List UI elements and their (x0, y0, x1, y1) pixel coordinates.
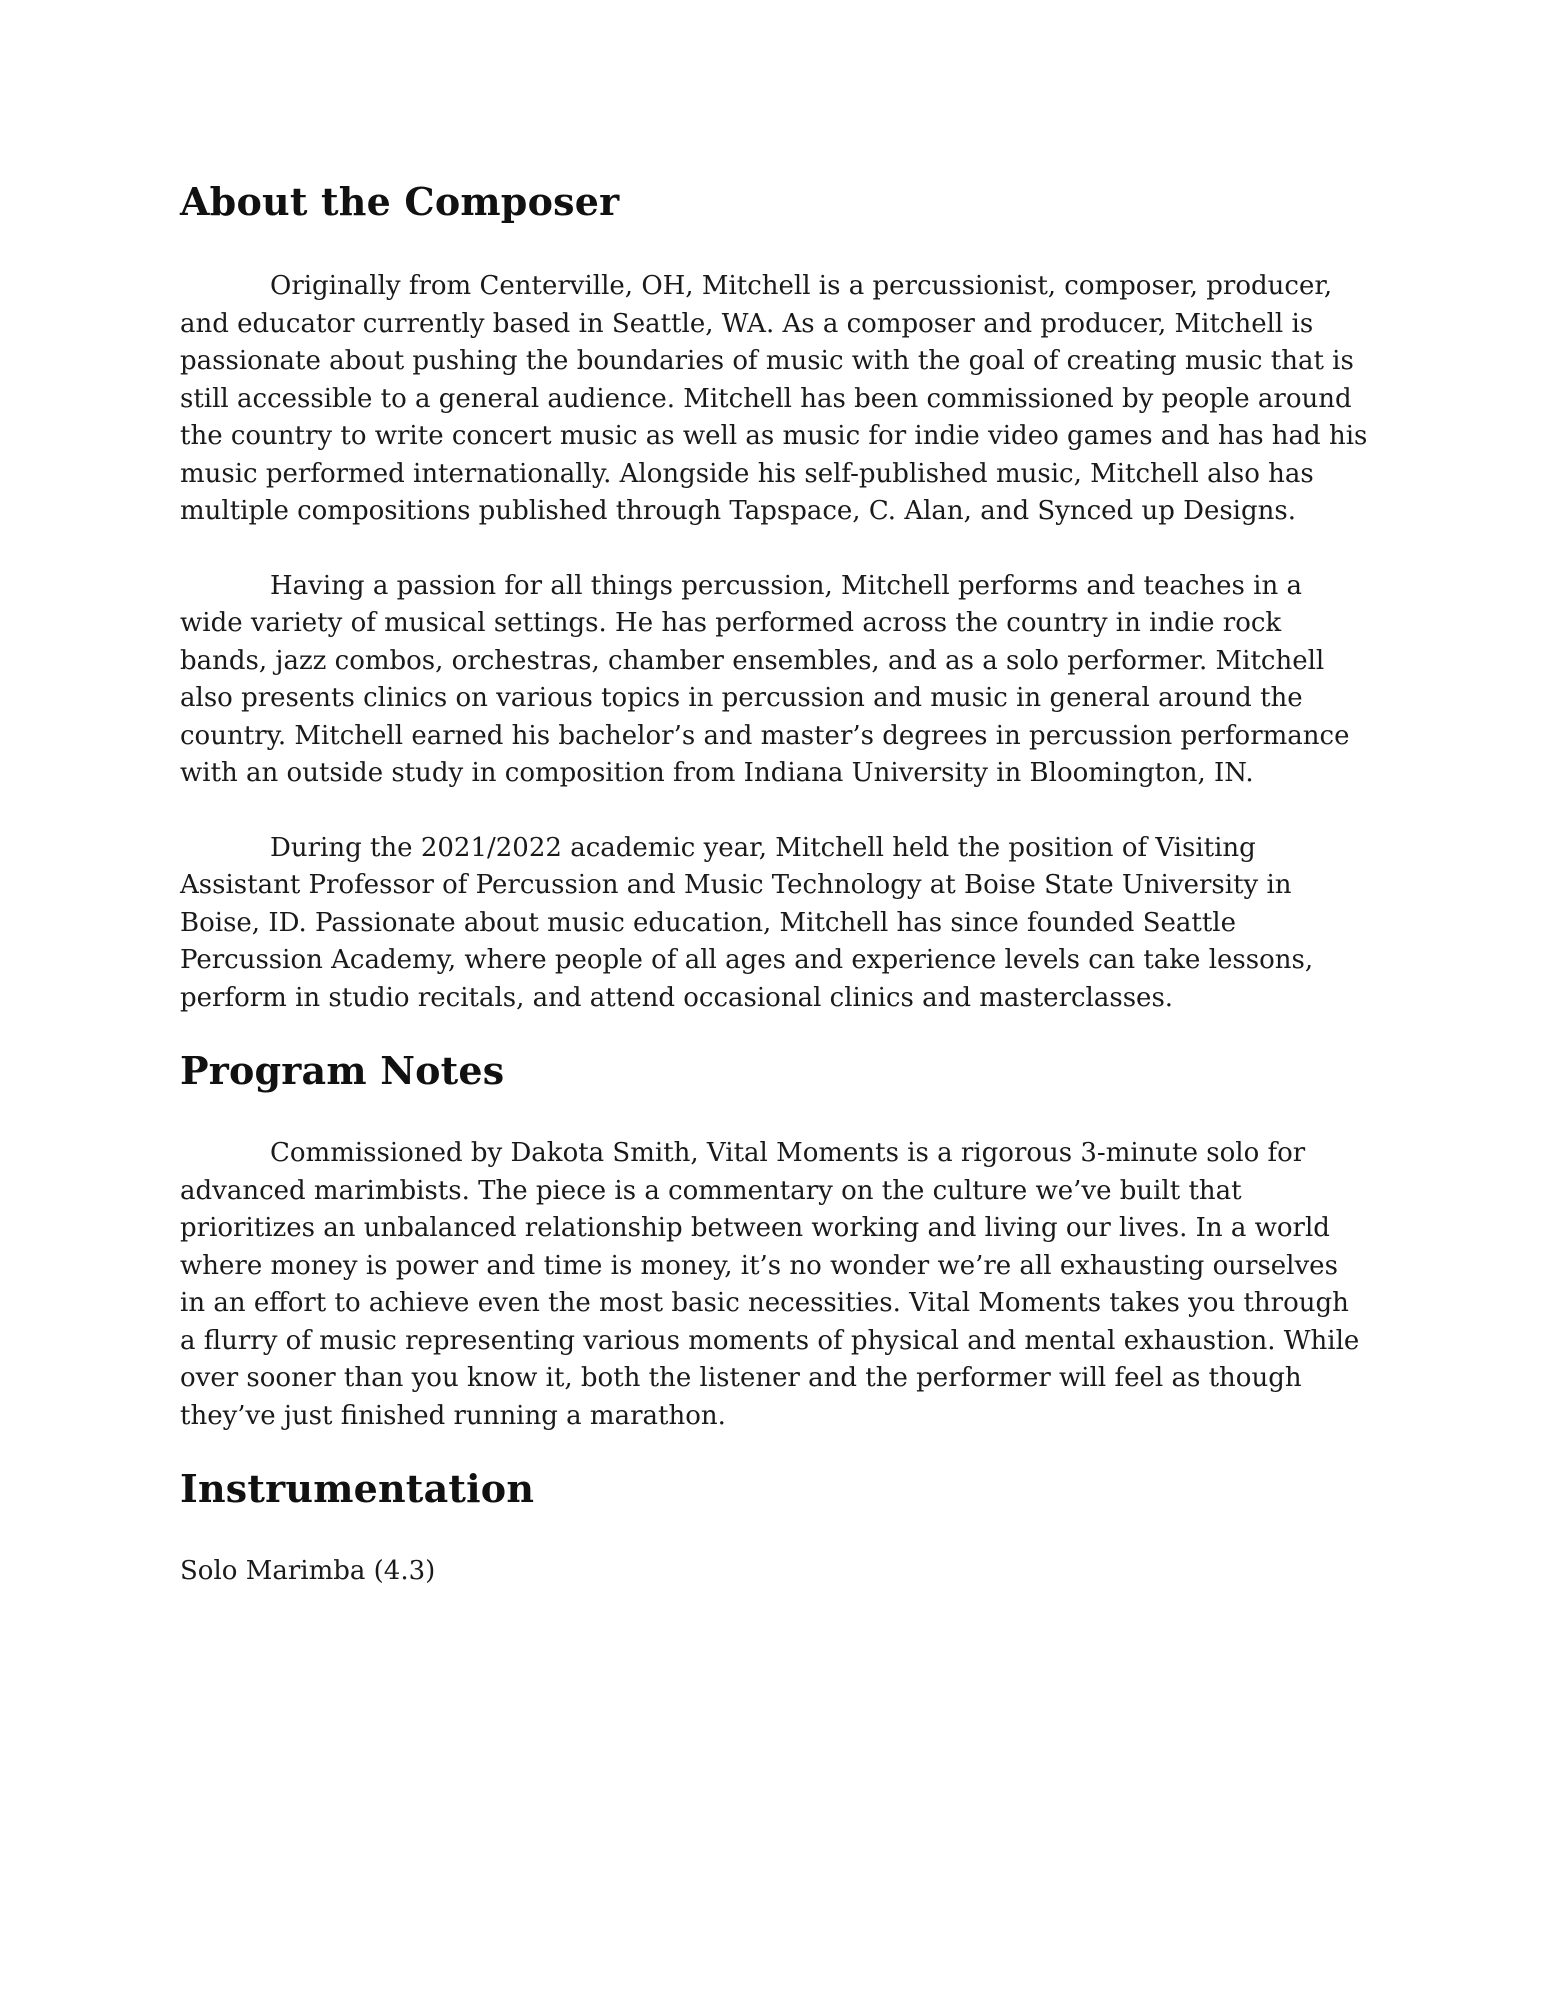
program-notes-heading: Program Notes (180, 1048, 505, 1093)
about-paragraph-3: During the 2021/2022 academic year, Mitchell held the position of Visiting Assistant Professor of Percussion and Music Technology at Boise State University in Boise, ID. Passionate about music education, Mitchell has since founded Seattle Percussion Academy, where people of all ages and experience levels can take lessons, perform in studio recitals, and attend occasional clinics and masterclasses. (180, 832, 1314, 1013)
about-paragraph-2: Having a passion for all things percussion, Mitchell performs and teaches in a wide variety of musical settings. He has performed across the country in indie rock bands, jazz combos, orchestras, chamber ensembles, and as a solo performer. Mitchell also presents clinics on various topics in percussion and music in general around the country. Mitchell earned his bachelor’s and master’s degrees in percussion performance with an outside study in composition from Indiana University in Bloomington, IN. (180, 570, 1350, 788)
document-content (180, 176, 1370, 1591)
instrumentation-heading: Instrumentation (180, 1466, 535, 1511)
instrumentation-text: Solo Marimba (4.3) (180, 1556, 436, 1586)
program-notes-paragraph: Commissioned by Dakota Smith, Vital Moments is a rigorous 3-minute solo for advanced marimbists. The piece is a commentary on the culture we’ve built that prioritizes an unbalanced relationship between working and living our lives. In a world where money is power and time is money, it’s no wonder we’re all exhausting ourselves in an effort to achieve even the most basic necessities. Vital Moments takes you through a flurry of music representing various moments of physical and mental exhaustion. While over sooner than you know it, both the listener and the performer will feel as though they’ve just finished running a marathon. (180, 1138, 1360, 1431)
about-paragraph-1: Originally from Centerville, OH, Mitchell is a percussionist, composer, producer, and educator currently based in Seattle, WA. As a composer and producer, Mitchell is passionate about pushing the boundaries of music with the goal of creating music that is still accessible to a general audience. Mitchell has been commissioned by people around the country to write concert music as well as music for indie video games and has had his music performed internationally. Alongside his self-published music, Mitchell also has multiple compositions published through Tapspace, C. Alan, and Synced up Designs. (180, 271, 1368, 526)
about-composer-heading: About the Composer (180, 179, 620, 224)
